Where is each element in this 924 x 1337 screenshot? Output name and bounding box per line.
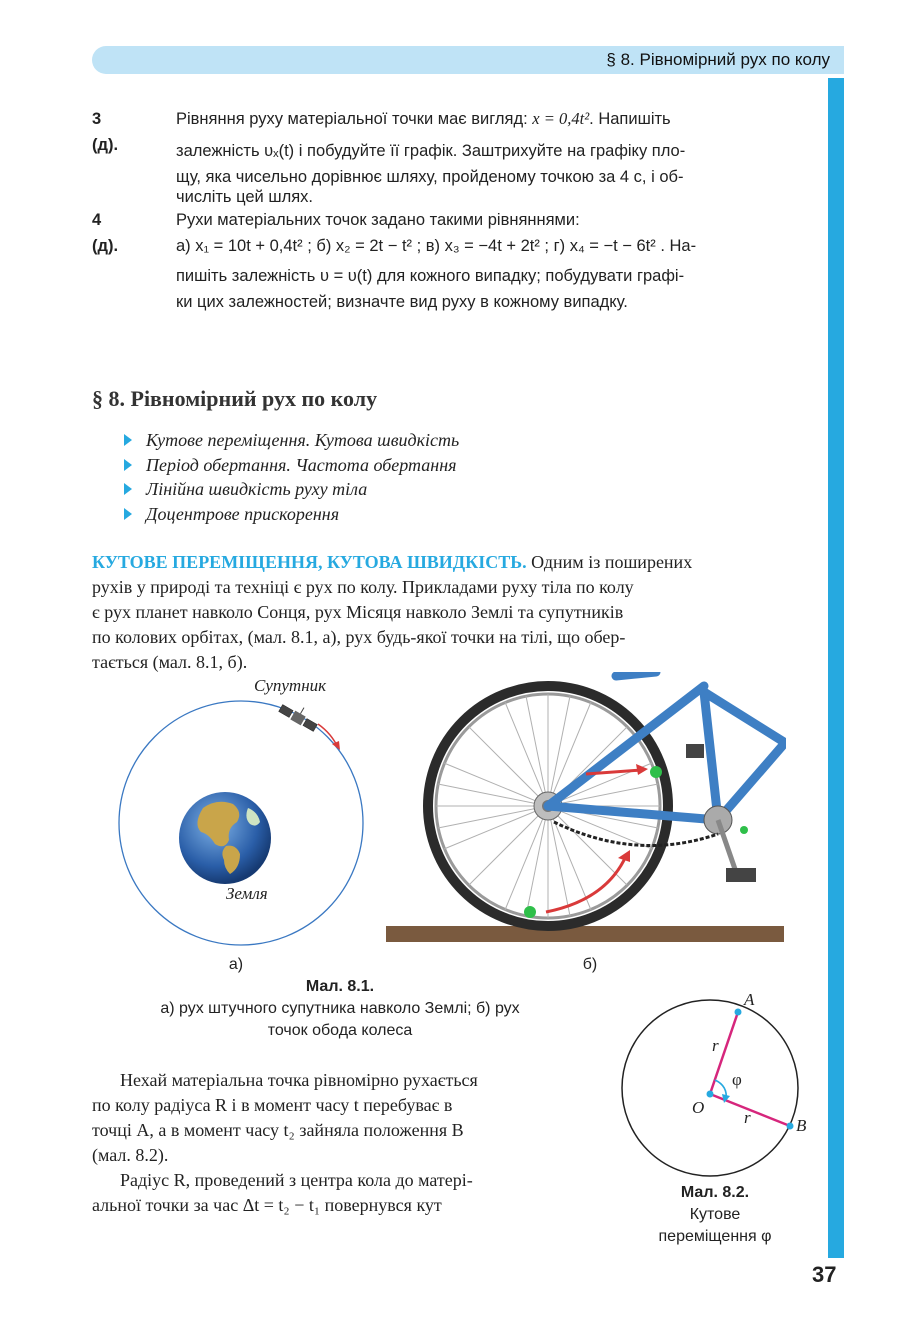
task-text: Рівняння руху матеріальної точки має вигляд: <box>176 110 528 128</box>
body-line5: Радіус R, проведений з центра кола до матері- <box>120 1170 473 1190</box>
task-4-line1: Рухи матеріальних точок задано такими рівняннями: <box>176 211 580 229</box>
intro-line3: є рух планет навколо Сонця, рух Місяця навколо Землі та супутників <box>92 602 624 622</box>
header-title: § 8. Рівномірний рух по колу <box>606 50 830 69</box>
point-marker <box>740 826 748 834</box>
figure-caption-line2: переміщення φ <box>658 1228 772 1245</box>
task-4-line2: а) x₁ = 10t + 0,4t² ; б) x₂ = 2t − t² ; в) x₃ = −4t + 2t² ; г) x₄ = −t − 6t² . На- <box>176 237 697 255</box>
task-text: . Напишіть <box>589 110 671 128</box>
task-3-line3: щу, яка чисельно дорівнює шляху, пройденому точкою за 4 с, і об- <box>176 168 684 186</box>
topic-item: Період обертання. Частота обертання <box>124 453 459 478</box>
intro-text: Одним із поширених <box>531 552 693 572</box>
body-line3: точці A, а в момент часу t₂ зайняла положення B <box>92 1120 464 1140</box>
figure-caption-title: Мал. 8.2. <box>680 1184 750 1201</box>
figure-caption-line1: а) рух штучного супутника навколо Землі; б) рух <box>160 1000 520 1017</box>
triangle-bullet-icon <box>124 508 132 520</box>
task-4-line3: пишіть залежність υ = υ(t) для кожного випадку; побудувати графі- <box>176 267 685 285</box>
point-A-label: A <box>744 990 755 1009</box>
center-O-label: O <box>692 1098 705 1117</box>
task-3-line4: числіть цей шлях. <box>176 188 313 206</box>
triangle-bullet-icon <box>124 483 132 495</box>
task-number: 4 (д). <box>92 211 119 255</box>
figure-caption-line1: Кутове <box>689 1206 741 1223</box>
topic-item: Кутове переміщення. Кутова швидкість <box>124 428 459 453</box>
header-bar <box>92 46 844 74</box>
angular-displacement-figure <box>612 996 822 1182</box>
intro-line2: рухів у природі та техніці є рух по колу. Прикладами руху тіла по колу <box>92 577 634 597</box>
figure-caption-title: Мал. 8.1. <box>305 978 375 995</box>
satellite-icon <box>278 698 321 733</box>
intro-line1 <box>92 550 804 575</box>
orbit-figure <box>108 690 378 960</box>
intro-line4: по колових орбітах, (мал. 8.1, а), рух будь-якої точки на тілі, що обер- <box>92 627 626 647</box>
task-3-line2: залежність υₓ(t) і побудуйте її графік. Заштрихуйте на графіку пло- <box>176 142 686 160</box>
triangle-bullet-icon <box>124 459 132 471</box>
body-line4: (мал. 8.2). <box>92 1145 169 1165</box>
page-number: 37 <box>812 1262 837 1287</box>
earth-label: Земля <box>226 884 268 903</box>
subfig-a-label: а) <box>228 956 244 973</box>
angle-phi-label: φ <box>732 1070 742 1089</box>
radius-r-label: r <box>744 1108 751 1127</box>
task-formula: x = 0,4t² <box>532 109 590 128</box>
task-3-line1 <box>176 106 886 132</box>
satellite-label: Супутник <box>254 676 327 695</box>
topic-item: Доцентрове прискорення <box>124 502 459 527</box>
ground <box>386 926 784 942</box>
task-4-line4: ки цих залежностей; визначте вид руху в кожному випадку. <box>176 293 628 311</box>
subfig-b-label: б) <box>582 956 598 973</box>
body-line2: по колу радіуса R і в момент часу t перебуває в <box>92 1095 453 1115</box>
intro-line5: тається (мал. 8.1, б). <box>92 652 248 672</box>
point-marker <box>650 766 662 778</box>
radius-r-label: r <box>712 1036 719 1055</box>
topic-list <box>124 428 459 526</box>
circle-outline <box>622 1000 798 1176</box>
point-B-label: B <box>796 1116 807 1135</box>
topic-item: Лінійна швидкість руху тіла <box>124 477 459 502</box>
section-title: § 8. Рівномірний рух по колу <box>92 386 378 411</box>
bicycle-figure <box>386 672 786 944</box>
triangle-bullet-icon <box>124 434 132 446</box>
body-line1: Нехай матеріальна точка рівномірно рухається <box>120 1070 478 1090</box>
task-number: 3 (д). <box>92 110 119 154</box>
body-line6: альної точки за час Δt = t₂ − t₁ повернувся кут <box>92 1195 442 1215</box>
point-marker <box>524 906 536 918</box>
figure-caption-line2: точок обода колеса <box>267 1022 413 1039</box>
subsection-heading: КУТОВЕ ПЕРЕМІЩЕННЯ, КУТОВА ШВИДКІСТЬ. <box>92 552 527 572</box>
